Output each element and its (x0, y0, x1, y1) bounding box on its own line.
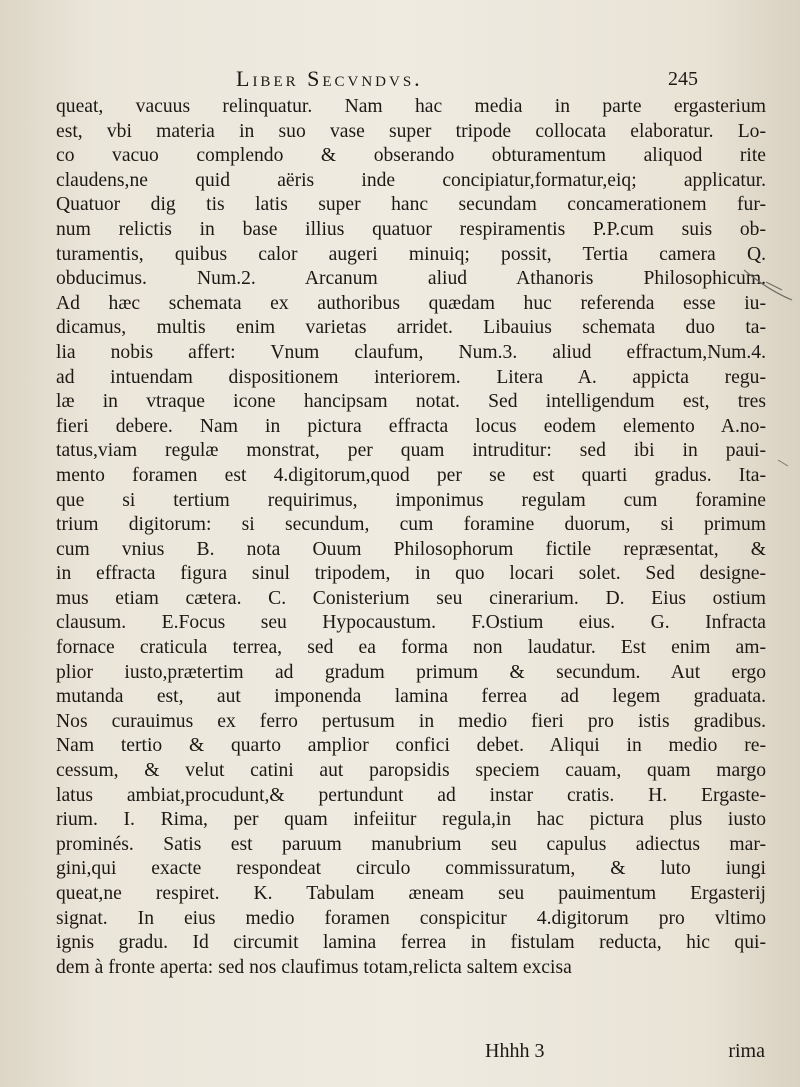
text-line: ad intuendam dispositionem interiorem. Litera A. appicta regu- (56, 366, 766, 388)
text-line: prominés. Satis est paruum manubrium seu capulus adiectus mar- (56, 833, 766, 855)
text-line: in effracta figura sinul tripodem, in quo locari solet. Sed designe- (56, 563, 766, 585)
text-line: co vacuo complendo & obserando obturamentum aliquod rite (56, 145, 766, 167)
text-line: tatus,viam regulæ monstrat, per quam intruditur: sed ibi in paui- (56, 440, 766, 462)
text-line: rium. I. Rima, per quam infeiitur regula,in hac pictura plus iusto (56, 809, 766, 831)
text-line: Nos curauimus ex ferro pertusum in medio fieri pro istis gradibus. (56, 710, 766, 732)
text-line: dicamus, multis enim varietas arridet. Libauius schemata duo ta- (56, 317, 766, 339)
page-number: 245 (668, 68, 698, 90)
text-line: cessum, & velut catini aut paropsidis speciem cauam, quam margo (56, 760, 766, 782)
text-line: læ in vtraque icone hancipsam notat. Sed intelligendum est, tres (56, 391, 766, 413)
text-line: queat,ne respiret. K. Tabulam æneam seu pauimentum Ergasterij (56, 883, 766, 904)
text-line: claudens,ne quid aëris inde concipiatur,formatur,eiq; applicatur. (56, 169, 766, 191)
text-line: ignis gradu. Id circumit lamina ferrea in fistulam reducta, hic qui- (56, 932, 766, 954)
text-line: turamentis, quibus calor augeri minuiq; possit, Tertia camera Q. (56, 243, 766, 265)
running-head: Liber Secvndvs. (236, 66, 423, 91)
text-line: fornace craticula terrea, sed ea forma non laudatur. Est enim am- (56, 637, 766, 659)
text-line: trium digitorum: si secundum, cum foramine duorum, si primum (56, 514, 766, 536)
body-text (56, 95, 766, 980)
text-line: que si tertium requirimus, imponimus regulam cum foramine (56, 489, 766, 511)
text-line: Quatuor dig tis latis super hanc secundam concamerationem fur- (56, 194, 766, 216)
text-line: signat. In eius medio foramen conspicitur 4.digitorum pro vltimo (56, 907, 766, 929)
text-line: cum vnius B. nota Ouum Philosophorum fictile repræsentat, & (56, 538, 766, 560)
text-line: obducimus. Num.2. Arcanum aliud Athanoris Philosophicum. (56, 268, 766, 290)
text-line: lia nobis affert: Vnum claufum, Num.3. aliud effractum,Num.4. (56, 341, 766, 363)
text-line: fieri debere. Nam in pictura effracta locus eodem elemento A.no- (56, 415, 766, 437)
catchword: rima (728, 1040, 765, 1062)
text-line: gini,qui exacte respondeat circulo commissuratum, & luto iungi (56, 858, 766, 880)
text-line: dem à fronte aperta: sed nos claufimus totam,relicta saltem excisa (56, 956, 572, 978)
text-line: num relictis in base illius quatuor respiramentis P.P.cum suis ob- (56, 218, 766, 240)
text-line: mento foramen est 4.digitorum,quod per se est quarti gradus. Ita- (56, 464, 766, 486)
text-line: Nam tertio & quarto amplior confici debet. Aliqui in medio re- (56, 735, 766, 757)
signature-mark: Hhhh 3 (485, 1040, 545, 1062)
text-line: latus ambiat,procudunt,& pertundunt ad instar cratis. H. Ergaste- (56, 784, 766, 806)
text-line: mutanda est, aut imponenda lamina ferrea ad legem graduata. (56, 686, 766, 708)
text-line: mus etiam cætera. C. Conisterium seu cinerarium. D. Eius ostium (56, 587, 766, 609)
text-line: Ad hæc schemata ex authoribus quædam huc referenda esse iu- (56, 292, 766, 314)
text-line: est, vbi materia in suo vase super tripode collocata elaboratur. Lo- (56, 120, 766, 142)
marginal-pen-mark (738, 60, 798, 520)
text-line: queat, vacuus relinquatur. Nam hac media in parte ergasterium (56, 96, 766, 117)
page-header (0, 66, 800, 92)
text-line: clausum. E.Focus seu Hypocaustum. F.Ostium eius. G. Infracta (56, 612, 766, 634)
text-line: plior iusto,prætertim ad gradum primum & secundum. Aut ergo (56, 661, 766, 683)
page-footer (485, 1040, 765, 1064)
